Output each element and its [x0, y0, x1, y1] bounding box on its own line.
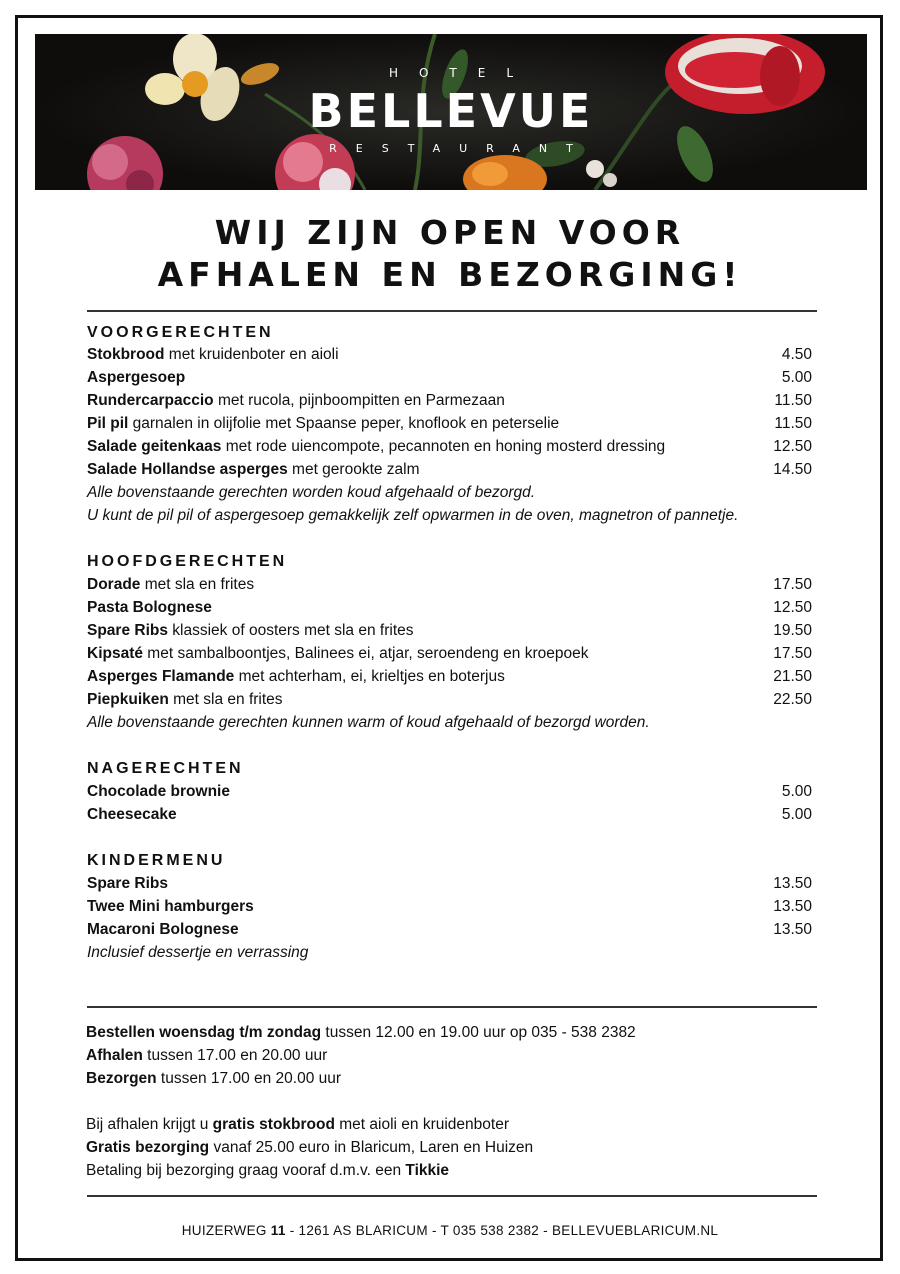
dish-desc: met sla en frites: [140, 576, 255, 593]
logo-hotel-text: HOTEL: [388, 66, 535, 80]
footer-text: HUIZERWEG: [181, 1223, 271, 1238]
dish-desc: garnalen in olijfolie met Spaanse peper, knoflook en peterselie: [128, 415, 560, 432]
dish-price: 14.50: [773, 461, 812, 478]
header-banner: [35, 34, 867, 190]
info-text: vanaf 25.00 euro in Blaricum, Laren en Huizen: [209, 1139, 534, 1156]
dish-name: Asperges Flamande: [87, 668, 235, 685]
dish-price: 4.50: [781, 346, 812, 363]
footer-address: [0, 1223, 900, 1238]
dish-desc: met rode uiencompote, pecannoten en honing mosterd dressing: [221, 438, 666, 455]
info-bold: Bezorgen: [86, 1070, 157, 1087]
menu-item: [87, 783, 812, 805]
dish-price: 5.00: [781, 783, 812, 800]
info-bold: Tikkie: [405, 1162, 450, 1179]
menu-item: [87, 668, 812, 690]
section-title-hoofdgerechten: HOOFDGERECHTEN: [87, 553, 288, 570]
dish-name: Macaroni Bolognese: [87, 921, 239, 938]
info-bold: Gratis bezorging: [86, 1139, 210, 1156]
dish-name: Spare Ribs: [87, 875, 168, 892]
dish-price: 13.50: [773, 898, 812, 915]
menu-item: [87, 392, 812, 414]
dish-name: Chocolade brownie: [87, 783, 230, 800]
footer-number: 11: [270, 1223, 286, 1238]
dish-price: 5.00: [781, 806, 812, 823]
menu-item: [87, 691, 812, 713]
dish-name: Aspergesoep: [87, 369, 186, 386]
dish-desc: met rucola, pijnboompitten en Parmezaan: [213, 392, 505, 409]
dish-price: 21.50: [773, 668, 812, 685]
divider: [87, 1006, 817, 1008]
info-order: [86, 1024, 636, 1042]
dish-price: 11.50: [774, 392, 812, 409]
info-payment: [86, 1162, 449, 1180]
dish-name: Dorade: [87, 576, 141, 593]
info-text: Betaling bij bezorging graag vooraf d.m.v. een: [86, 1162, 406, 1179]
footer-text: - 1261 AS BLARICUM - T 035 538 2382 - BELLEVUEBLARICUM.NL: [285, 1223, 719, 1238]
info-text: tussen 17.00 en 20.00 uur: [156, 1070, 342, 1087]
info-bold: gratis stokbrood: [212, 1116, 335, 1133]
menu-item: [87, 461, 812, 483]
section-title-nagerechten: NAGERECHTEN: [87, 760, 244, 777]
dish-name: Kipsaté: [87, 645, 143, 662]
dish-desc: met achterham, ei, krieltjes en boterjus: [234, 668, 505, 685]
section-note: Alle bovenstaande gerechten worden koud afgehaald of bezorgd.: [87, 484, 536, 501]
dish-price: 13.50: [773, 921, 812, 938]
headline-line-2: AFHALEN EN BEZORGING!: [157, 255, 743, 294]
menu-item: [87, 898, 812, 920]
dish-price: 19.50: [773, 622, 812, 639]
menu-item: [87, 599, 812, 621]
dish-name: Rundercarpaccio: [87, 392, 214, 409]
dish-desc: met gerookte zalm: [287, 461, 420, 478]
section-note: Inclusief dessertje en verrassing: [87, 944, 309, 961]
menu-item: [87, 806, 812, 828]
dish-name: Twee Mini hamburgers: [87, 898, 254, 915]
info-free-delivery: [86, 1139, 533, 1157]
logo-restaurant-text: RESTAURANT: [329, 142, 592, 155]
dish-name: Stokbrood: [87, 346, 165, 363]
menu-item: [87, 438, 812, 460]
dish-name: Salade Hollandse asperges: [87, 461, 288, 478]
dish-price: 12.50: [773, 599, 812, 616]
dish-desc: met kruidenboter en aioli: [164, 346, 339, 363]
dish-name: Spare Ribs: [87, 622, 168, 639]
dish-name: Salade geitenkaas: [87, 438, 222, 455]
divider: [87, 1195, 817, 1197]
section-note: U kunt de pil pil of aspergesoep gemakkelijk zelf opwarmen in de oven, magnetron of pannetje.: [87, 507, 739, 524]
section-note: Alle bovenstaande gerechten kunnen warm of koud afgehaald of bezorgd worden.: [87, 714, 650, 731]
divider: [87, 310, 817, 312]
menu-item: [87, 576, 812, 598]
dish-desc: klassiek of oosters met sla en frites: [167, 622, 414, 639]
dish-name: Pasta Bolognese: [87, 599, 212, 616]
info-delivery: [86, 1070, 341, 1088]
section-title-voorgerechten: VOORGERECHTEN: [87, 324, 274, 341]
menu-item: [87, 875, 812, 897]
menu-item: [87, 622, 812, 644]
dish-price: 11.50: [774, 415, 812, 432]
dish-name: Pil pil: [87, 415, 129, 432]
dish-desc: met sla en frites: [168, 691, 283, 708]
menu-item: [87, 645, 812, 667]
menu-item: [87, 369, 812, 391]
menu-item: [87, 921, 812, 943]
dish-price: 12.50: [773, 438, 812, 455]
info-text: tussen 12.00 en 19.00 uur op 035 - 538 2382: [321, 1024, 636, 1041]
info-bold: Afhalen: [86, 1047, 143, 1064]
dish-price: 17.50: [773, 576, 812, 593]
dish-price: 17.50: [773, 645, 812, 662]
dish-price: 13.50: [773, 875, 812, 892]
info-text: met aioli en kruidenboter: [334, 1116, 509, 1133]
dish-desc: met sambalboontjes, Balinees ei, atjar, seroendeng en kroepoek: [143, 645, 589, 662]
section-title-kindermenu: KINDERMENU: [87, 852, 226, 869]
info-bold: Bestellen woensdag t/m zondag: [86, 1024, 322, 1041]
logo-name: BELLEVUE: [308, 84, 594, 138]
menu-item: [87, 415, 812, 437]
info-text: Bij afhalen krijgt u: [86, 1116, 213, 1133]
info-text: tussen 17.00 en 20.00 uur: [142, 1047, 328, 1064]
headline-line-1: WIJ ZIJN OPEN VOOR: [214, 213, 686, 252]
info-bread: [86, 1116, 509, 1134]
dish-price: 22.50: [773, 691, 812, 708]
menu-item: [87, 346, 812, 368]
dish-price: 5.00: [781, 369, 812, 386]
dish-name: Piepkuiken: [87, 691, 169, 708]
info-pickup: [86, 1047, 327, 1065]
dish-name: Cheesecake: [87, 806, 177, 823]
